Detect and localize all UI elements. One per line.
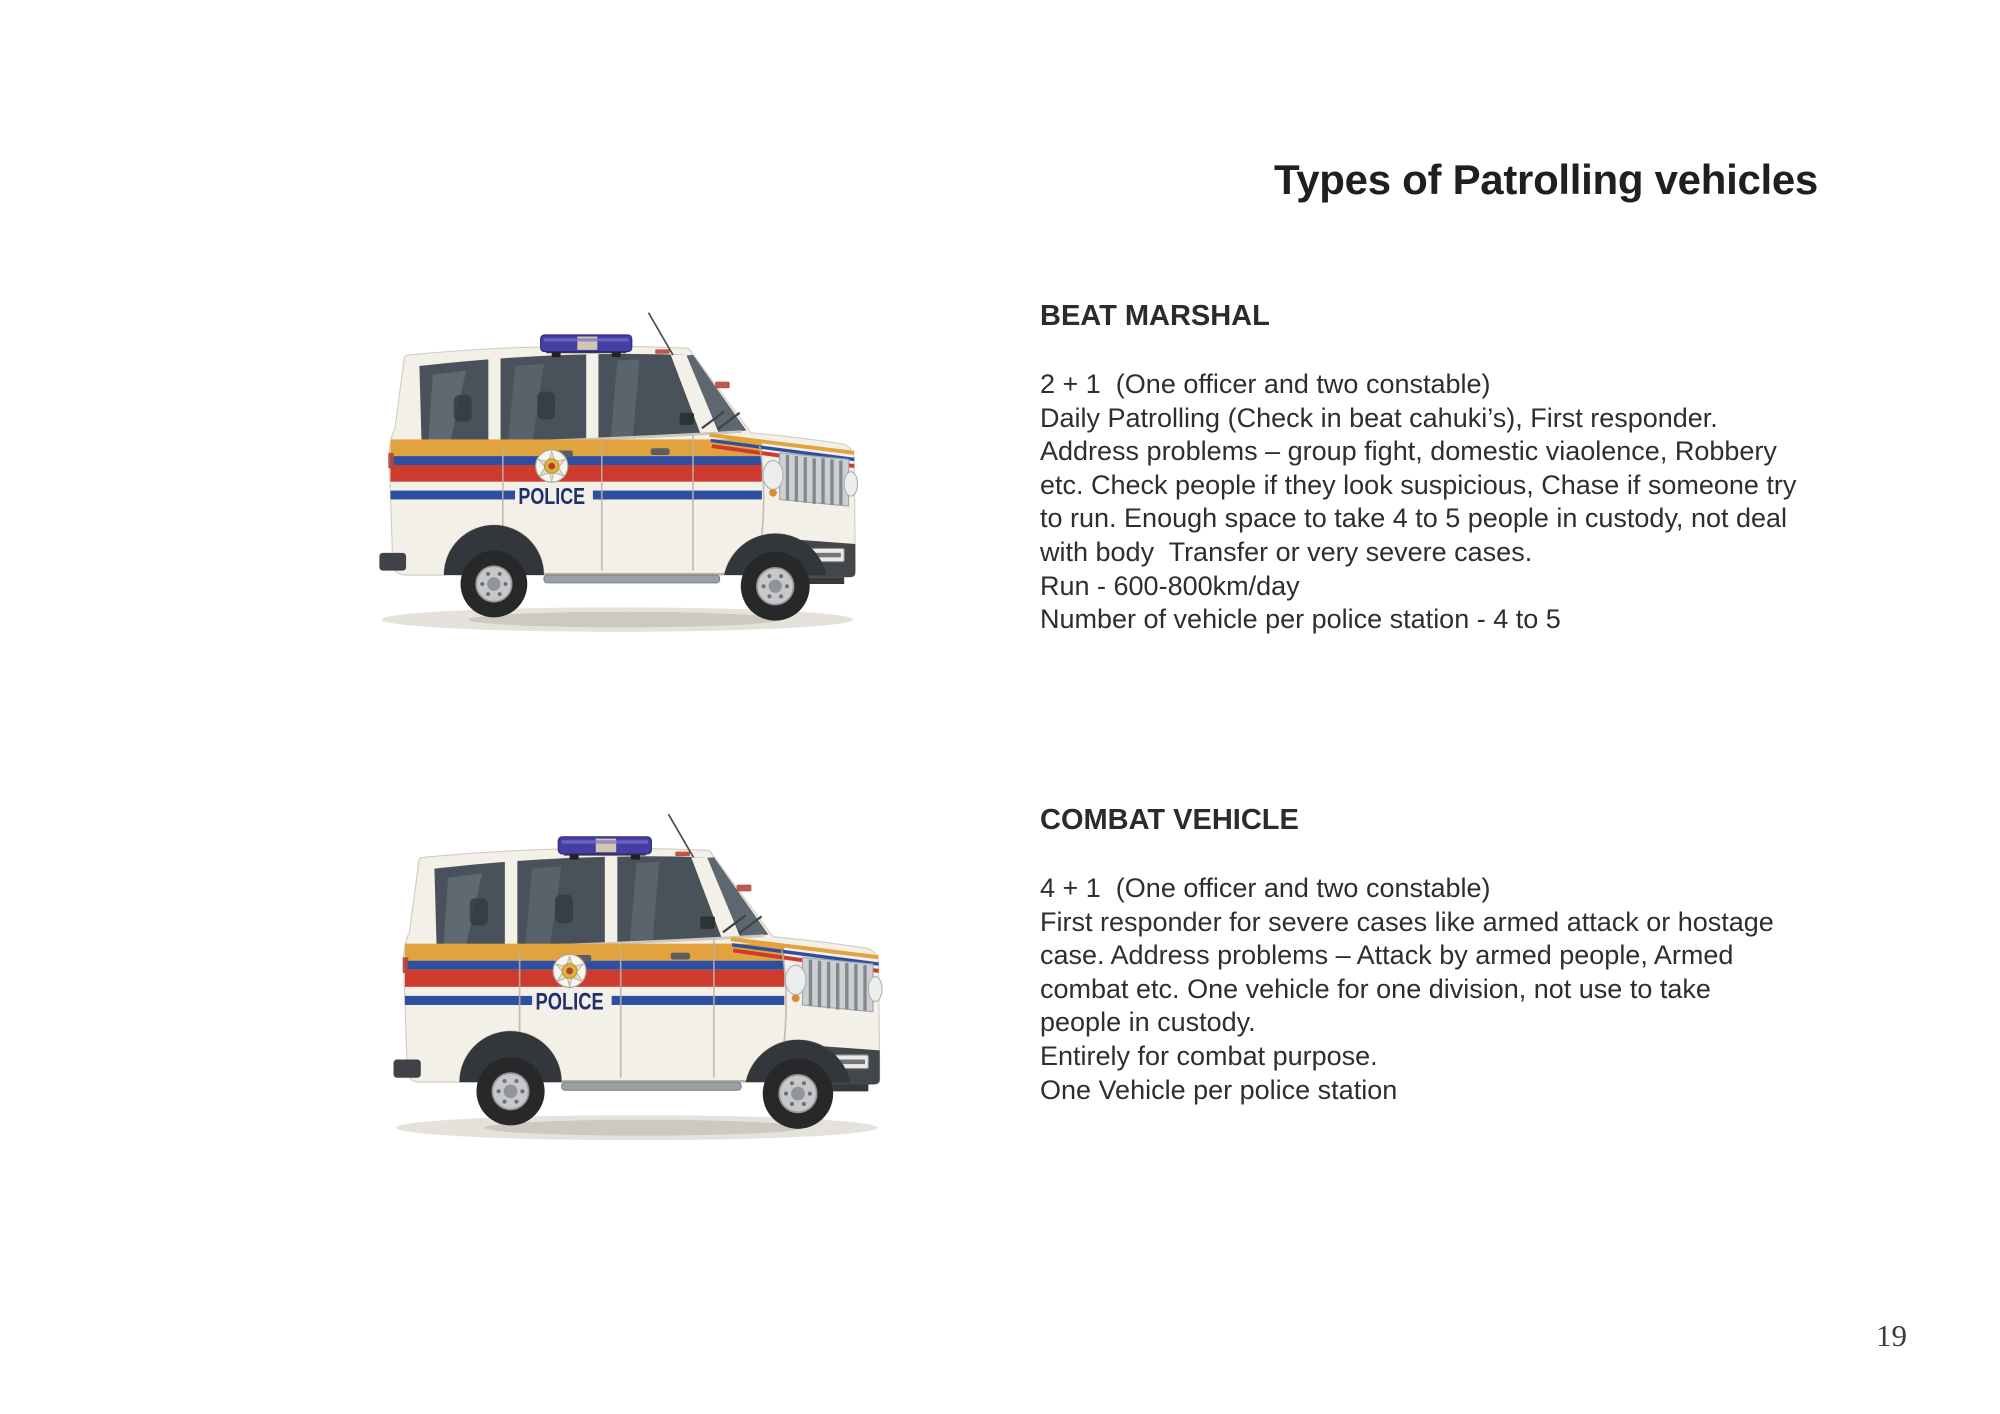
- page-title: Types of Patrolling vehicles: [1274, 156, 1818, 203]
- text-line: 4 + 1 (One officer and two constable): [1040, 873, 1491, 903]
- text-line: people in custody.: [1040, 1007, 1256, 1038]
- text-line: Number of vehicle per police station - 4 to 5: [1040, 604, 1561, 635]
- text-line: Daily Patrolling (Check in beat cahuki’s), First responder.: [1040, 402, 1718, 433]
- text-line: etc. Check people if they look suspicious, Chase if someone try: [1040, 469, 1797, 500]
- combat-vehicle-image: [339, 798, 907, 1162]
- text-line: Run - 600-800km/day: [1040, 570, 1300, 601]
- text-line: with body Transfer or very severe cases.: [1040, 536, 1533, 567]
- page-number: 19: [1876, 1318, 1907, 1353]
- text-line: combat etc. One vehicle for one division, not use to take: [1040, 973, 1711, 1004]
- text-line: First responder for severe cases like armed attack or hostage: [1040, 906, 1774, 937]
- text-line: to run. Enough space to take 4 to 5 people in custody, not deal: [1040, 503, 1788, 534]
- text-line: Entirely for combat purpose.: [1040, 1040, 1378, 1071]
- section-heading-beat-marshal: BEAT MARSHAL: [1040, 300, 1270, 332]
- text-line: One Vehicle per police station: [1040, 1074, 1398, 1105]
- section-heading-combat-vehicle: COMBAT VEHICLE: [1040, 804, 1299, 836]
- text-line: 2 + 1 (One officer and two constable): [1040, 369, 1491, 399]
- text-line: case. Address problems – Attack by armed people, Armed: [1040, 940, 1734, 971]
- beat-marshal-description: [1040, 368, 1840, 637]
- combat-vehicle-description: [1040, 872, 1840, 1107]
- beat-marshal-vehicle-image: [326, 297, 882, 653]
- text-line: Address problems – group fight, domestic viaolence, Robbery: [1040, 436, 1777, 467]
